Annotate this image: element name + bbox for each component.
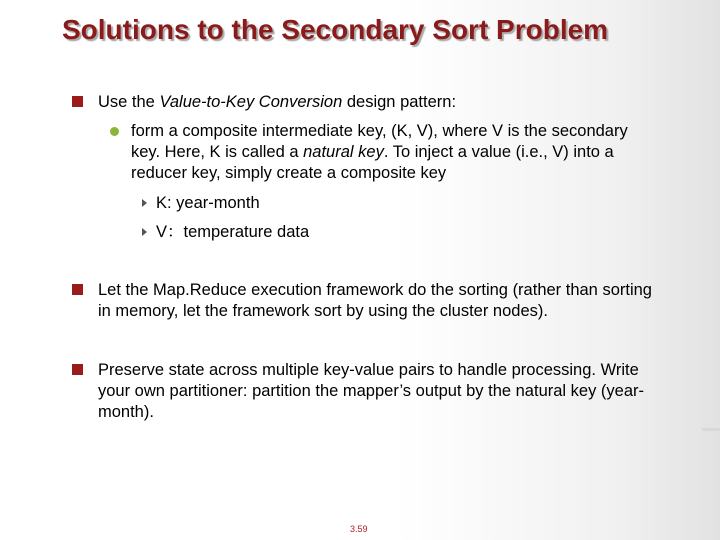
bullet-text-part: design pattern: — [342, 93, 457, 111]
bullet-framework-sorting — [72, 280, 658, 322]
triangle-bullet-icon — [142, 199, 147, 207]
subbullet-text-part: . To inject a value (i.e., V) into a reducer key, simply create a composite key — [131, 143, 614, 182]
triangle-bullet-icon — [142, 228, 147, 236]
subsub-item-v — [142, 222, 309, 243]
subsub-item-k — [142, 193, 260, 214]
slide-title: Solutions to the Secondary Sort Problem — [62, 14, 609, 45]
subbullet-composite-key — [110, 121, 651, 184]
square-bullet-icon — [72, 284, 83, 295]
pattern-name: Value-to-Key Conversion — [159, 93, 343, 111]
subsub-text: V：temperature data — [156, 223, 310, 241]
round-bullet-icon — [110, 127, 119, 136]
bullet-text — [98, 92, 658, 113]
square-bullet-icon — [72, 364, 83, 375]
bullet-text: Let the Map.Reduce execution framework do the sorting (rather than sorting in memory, let the framework sort by using the cluster nodes). — [98, 281, 652, 320]
page-number: 3.59 — [350, 524, 368, 534]
subsub-text: K: year-month — [156, 194, 260, 212]
subbullet-text-part: form a composite intermediate key, (K, V), where V is the secondary key. Here, K is called a — [131, 122, 628, 161]
square-bullet-icon — [72, 96, 83, 107]
bullet-text-part: Use the — [98, 93, 160, 111]
bullet-preserve-state — [72, 360, 658, 423]
subbullet-text — [131, 121, 651, 184]
edge-decoration — [702, 428, 720, 431]
bullet-value-to-key — [72, 92, 658, 113]
natural-key-term: natural key — [303, 143, 384, 161]
bullet-text: Preserve state across multiple key-value pairs to handle processing. Write your own partitioner: partition the mapper’s output by the natural key (year-month). — [98, 361, 645, 421]
